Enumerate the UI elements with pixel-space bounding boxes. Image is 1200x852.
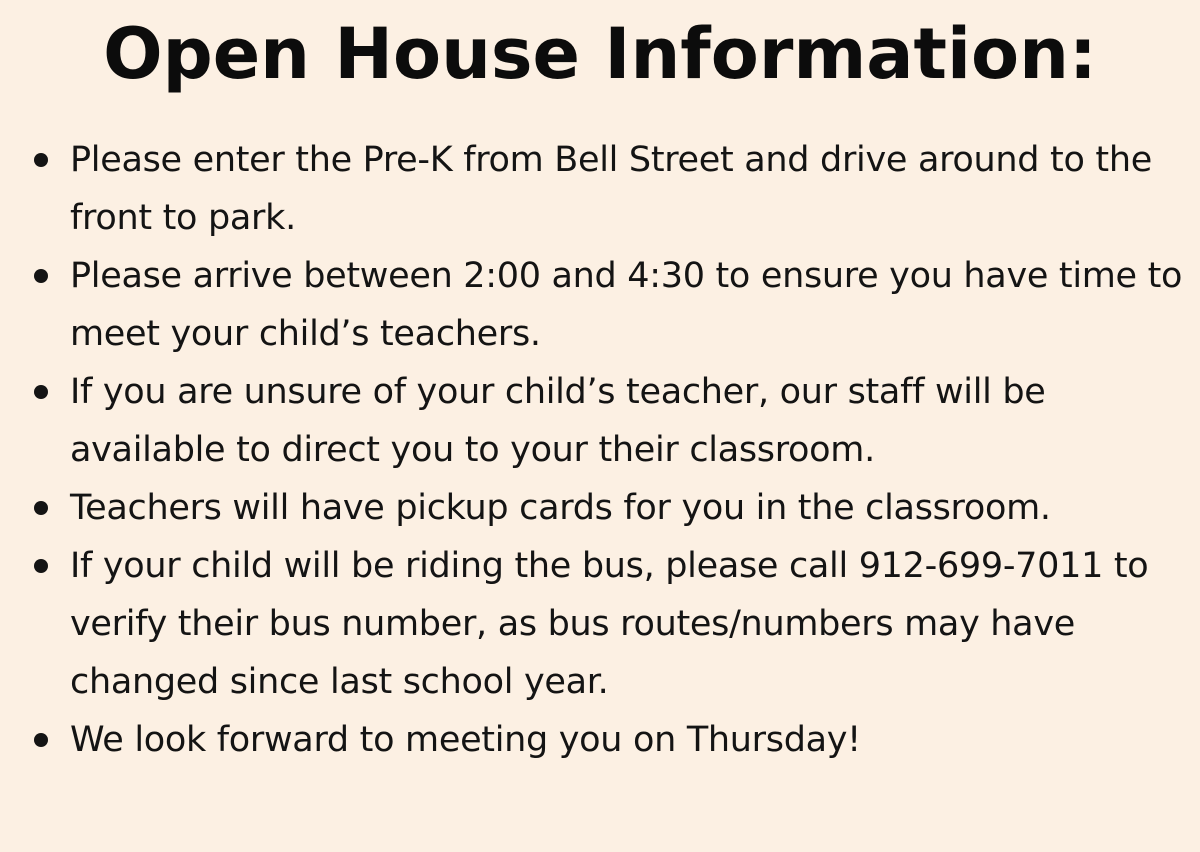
list-item-text: If your child will be riding the bus, please call 912-699-7011 to verify their bus number, as bus routes/numbers may have changed since last school year.	[70, 546, 1149, 702]
bullet-icon	[34, 153, 48, 167]
bullet-icon	[34, 501, 48, 515]
list-item-text: Please enter the Pre-K from Bell Street and drive around to the front to park.	[70, 140, 1152, 238]
list-item-text: If you are unsure of your child’s teacher, our staff will be available to direct you to your their classroom.	[70, 372, 1046, 470]
list-item-text: We look forward to meeting you on Thursday!	[70, 720, 861, 760]
list-item-text: Teachers will have pickup cards for you in the classroom.	[70, 488, 1051, 528]
bullet-icon	[34, 733, 48, 747]
list-item	[32, 247, 1192, 363]
list-item-text: Please arrive between 2:00 and 4:30 to ensure you have time to meet your child’s teachers.	[70, 256, 1183, 354]
info-list	[32, 131, 1192, 769]
list-item	[32, 363, 1192, 479]
list-item	[32, 537, 1192, 711]
list-item	[32, 711, 1192, 769]
bullet-icon	[34, 559, 48, 573]
bullet-icon	[34, 269, 48, 283]
list-item	[32, 131, 1192, 247]
bullet-icon	[34, 385, 48, 399]
list-item	[32, 479, 1192, 537]
page-title: Open House Information:	[103, 13, 1097, 95]
